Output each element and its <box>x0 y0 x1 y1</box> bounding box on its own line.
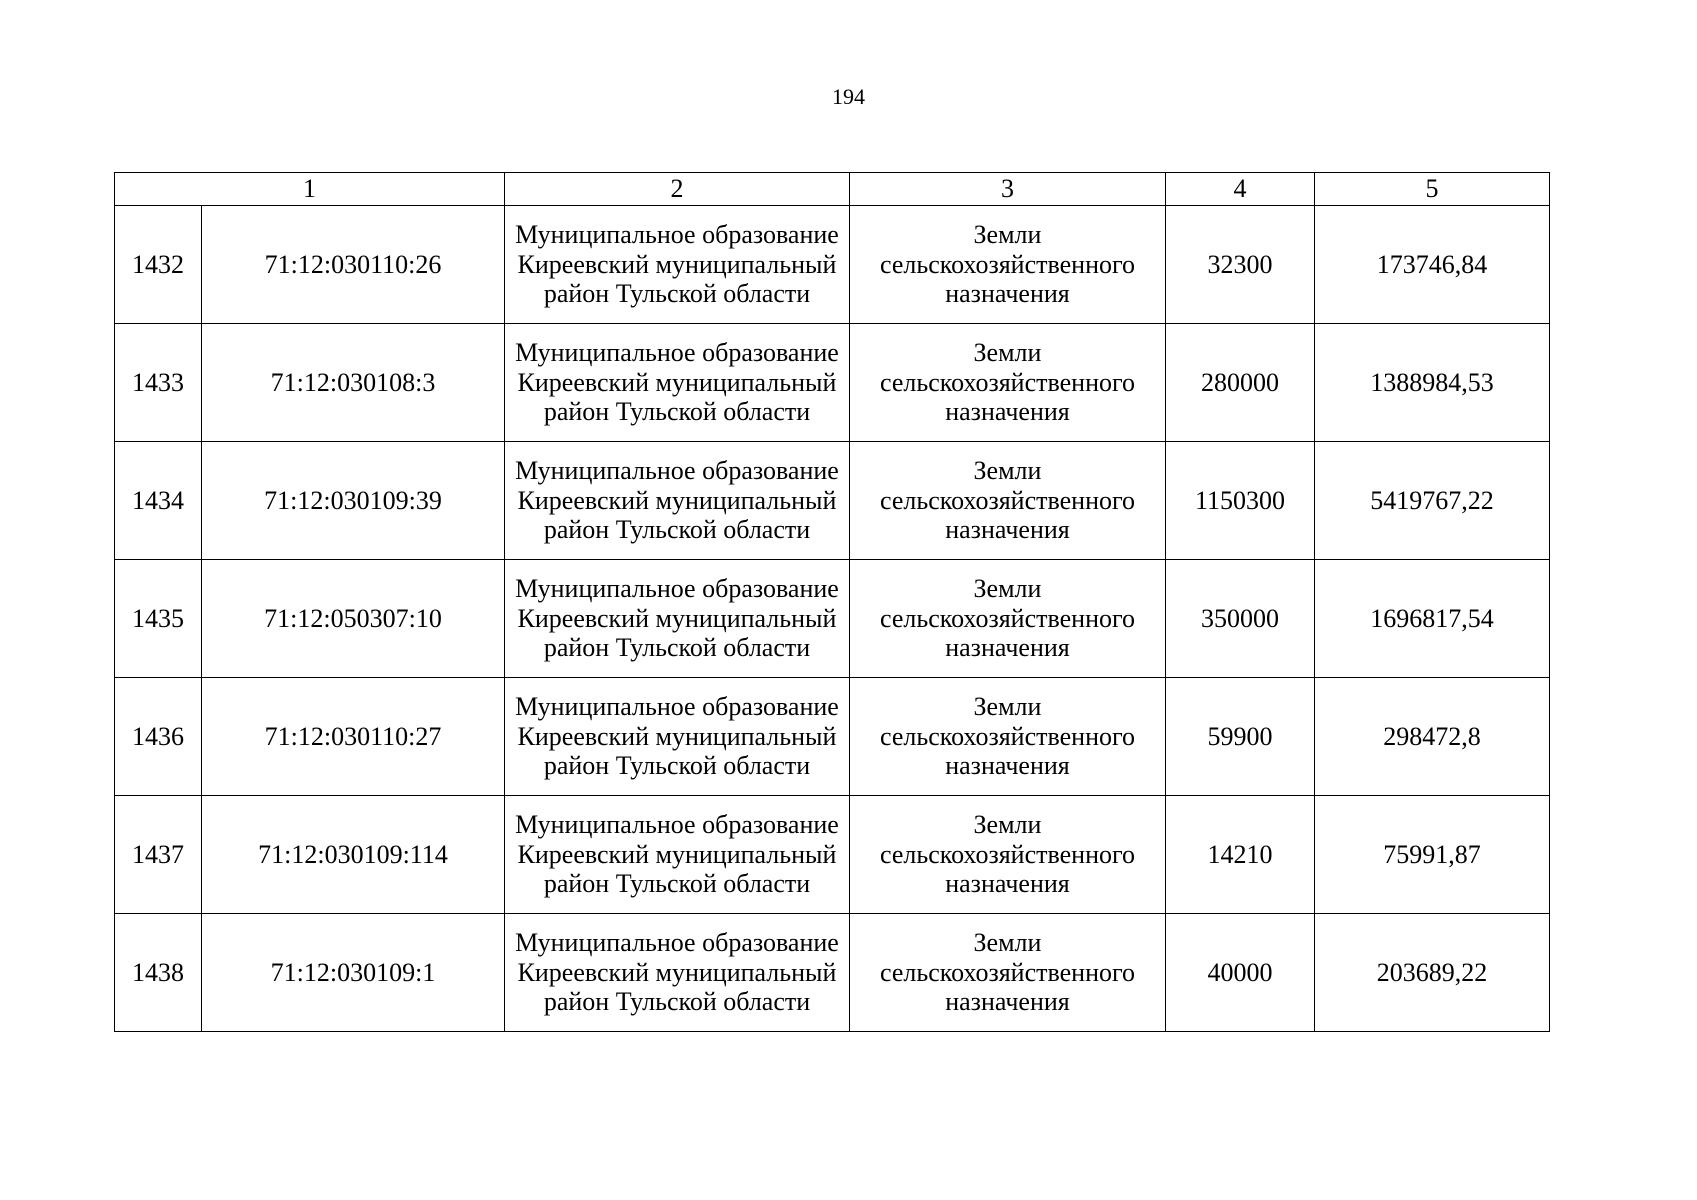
row-number: 1435 <box>115 560 202 678</box>
land-category-text: Земли сельскохозяйственного назначения <box>880 810 1135 899</box>
owner-cell <box>505 678 850 796</box>
owner-text: Муниципальное образование Киреевский муниципальный район Тульской области <box>515 456 839 545</box>
land-category-text: Земли сельскохозяйственного назначения <box>880 574 1135 663</box>
table-row <box>115 678 1550 796</box>
cadastral-value-cell: 1388984,53 <box>1315 324 1550 442</box>
cadastral-number: 71:12:030110:26 <box>202 206 505 324</box>
area-cell: 40000 <box>1166 914 1315 1032</box>
cadastral-number: 71:12:030109:114 <box>202 796 505 914</box>
area-cell: 59900 <box>1166 678 1315 796</box>
cadastral-value-cell: 75991,87 <box>1315 796 1550 914</box>
owner-text: Муниципальное образование Киреевский муниципальный район Тульской области <box>515 220 839 309</box>
land-category-cell <box>850 914 1166 1032</box>
owner-text: Муниципальное образование Киреевский муниципальный район Тульской области <box>515 692 839 781</box>
header-col-2: 2 <box>505 173 850 206</box>
area-cell: 14210 <box>1166 796 1315 914</box>
owner-text: Муниципальное образование Киреевский муниципальный район Тульской области <box>515 810 839 899</box>
cadastral-value-cell: 173746,84 <box>1315 206 1550 324</box>
header-col-5: 5 <box>1315 173 1550 206</box>
owner-text: Муниципальное образование Киреевский муниципальный район Тульской области <box>515 338 839 427</box>
owner-cell <box>505 914 850 1032</box>
row-number: 1434 <box>115 442 202 560</box>
cadastral-value-cell: 298472,8 <box>1315 678 1550 796</box>
area-cell: 32300 <box>1166 206 1315 324</box>
land-category-cell <box>850 324 1166 442</box>
cadastral-number: 71:12:030109:39 <box>202 442 505 560</box>
land-category-cell <box>850 796 1166 914</box>
table-row <box>115 442 1550 560</box>
owner-cell <box>505 324 850 442</box>
cadastral-value-cell: 203689,22 <box>1315 914 1550 1032</box>
land-category-cell <box>850 442 1166 560</box>
row-number: 1438 <box>115 914 202 1032</box>
owner-cell <box>505 560 850 678</box>
area-cell: 350000 <box>1166 560 1315 678</box>
table-row <box>115 324 1550 442</box>
header-col-1: 1 <box>115 173 505 206</box>
land-category-cell <box>850 560 1166 678</box>
row-number: 1437 <box>115 796 202 914</box>
area-cell: 1150300 <box>1166 442 1315 560</box>
owner-cell <box>505 206 850 324</box>
header-col-4: 4 <box>1166 173 1315 206</box>
land-plots-table <box>114 172 1550 1032</box>
table-header-row <box>115 173 1550 206</box>
owner-cell <box>505 796 850 914</box>
land-category-text: Земли сельскохозяйственного назначения <box>880 456 1135 545</box>
table-row <box>115 914 1550 1032</box>
area-cell: 280000 <box>1166 324 1315 442</box>
table-row <box>115 560 1550 678</box>
header-col-3: 3 <box>850 173 1166 206</box>
land-category-text: Земли сельскохозяйственного назначения <box>880 220 1135 309</box>
cadastral-number: 71:12:030110:27 <box>202 678 505 796</box>
land-category-cell <box>850 678 1166 796</box>
land-category-text: Земли сельскохозяйственного назначения <box>880 338 1135 427</box>
owner-text: Муниципальное образование Киреевский муниципальный район Тульской области <box>515 928 839 1017</box>
table-row <box>115 796 1550 914</box>
cadastral-number: 71:12:030109:1 <box>202 914 505 1032</box>
owner-cell <box>505 442 850 560</box>
cadastral-value-cell: 5419767,22 <box>1315 442 1550 560</box>
land-category-text: Земли сельскохозяйственного назначения <box>880 928 1135 1017</box>
cadastral-value-cell: 1696817,54 <box>1315 560 1550 678</box>
table-row <box>115 206 1550 324</box>
row-number: 1432 <box>115 206 202 324</box>
page-number: 194 <box>832 84 865 109</box>
row-number: 1433 <box>115 324 202 442</box>
land-category-text: Земли сельскохозяйственного назначения <box>880 692 1135 781</box>
land-category-cell <box>850 206 1166 324</box>
row-number: 1436 <box>115 678 202 796</box>
cadastral-number: 71:12:030108:3 <box>202 324 505 442</box>
cadastral-number: 71:12:050307:10 <box>202 560 505 678</box>
owner-text: Муниципальное образование Киреевский муниципальный район Тульской области <box>515 574 839 663</box>
